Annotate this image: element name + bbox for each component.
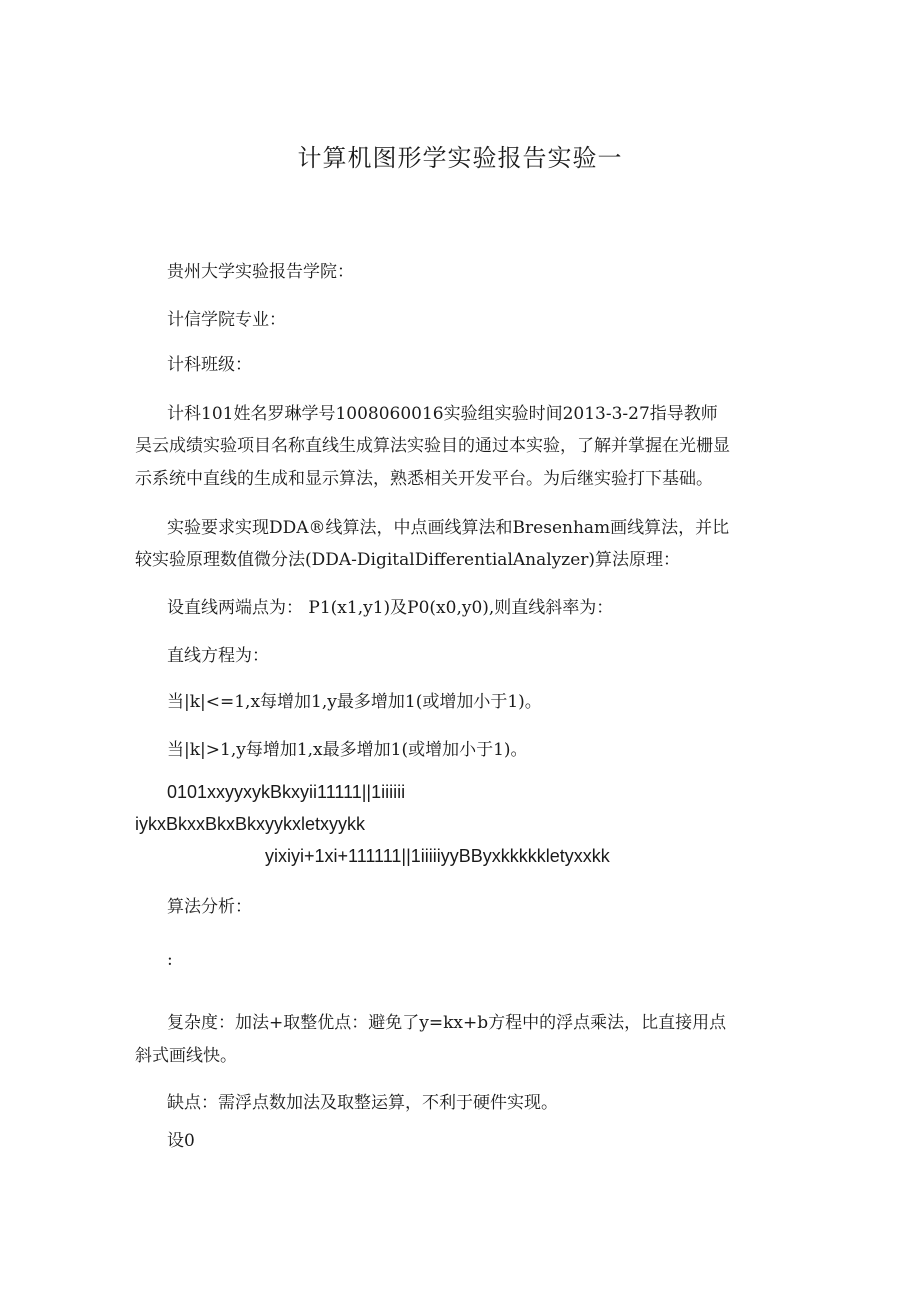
paragraph-line: 实验要求实现DDA®线算法，中点画线算法和Bresenham画线算法，并比: [167, 518, 730, 538]
formula-line: yixiyi+1xi+111111||1iiiiiyyBByxkkkkkletyxxkk: [265, 846, 610, 866]
paragraph-line: 斜式画线快。: [135, 1046, 237, 1066]
paragraph-line: 计科101姓名罗琳学号1008060016实验组实验时间2013-3-27指导教师: [167, 404, 718, 424]
paragraph-line: 直线方程为：: [167, 646, 269, 666]
paragraph-line: 设直线两端点为： P1(x1,y1)及P0(x0,y0),则直线斜率为：: [167, 598, 614, 618]
paragraph-line: 算法分析：: [167, 897, 252, 917]
paragraph-line: 计信学院专业：: [167, 310, 286, 330]
document-title: 计算机图形学实验报告实验一: [297, 144, 623, 172]
paragraph-line: 较实验原理数值微分法(DDA-DigitalDifferentialAnalyzer)算法原理：: [135, 550, 681, 570]
paragraph-line: 缺点：需浮点数加法及取整运算，不利于硬件实现。: [167, 1093, 558, 1113]
formula-line: iykxBkxxBkxBkxyykxletxyykk: [135, 814, 366, 834]
paragraph-line: 当|k|<=1,x每增加1,y最多增加1(或增加小于1)。: [167, 692, 542, 712]
formula-line: 0101xxyyxykBkxyii11111||1iiiiii: [167, 782, 406, 802]
paragraph-line: 计科班级：: [167, 355, 252, 375]
paragraph-line: 吴云成绩实验项目名称直线生成算法实验目的通过本实验，了解并掌握在光栅显: [135, 436, 730, 456]
paragraph-line: 贵州大学实验报告学院：: [167, 262, 354, 282]
paragraph-line: :: [167, 950, 173, 970]
paragraph-line: 设0: [167, 1131, 195, 1151]
paragraph-line: 复杂度：加法+取整优点：避免了y=kx+b方程中的浮点乘法，比直接用点: [167, 1013, 727, 1033]
paragraph-line: 当|k|>1,y每增加1,x最多增加1(或增加小于1)。: [167, 740, 528, 760]
paragraph-line: 示系统中直线的生成和显示算法，熟悉相关开发平台。为后继实验打下基础。: [135, 469, 713, 489]
